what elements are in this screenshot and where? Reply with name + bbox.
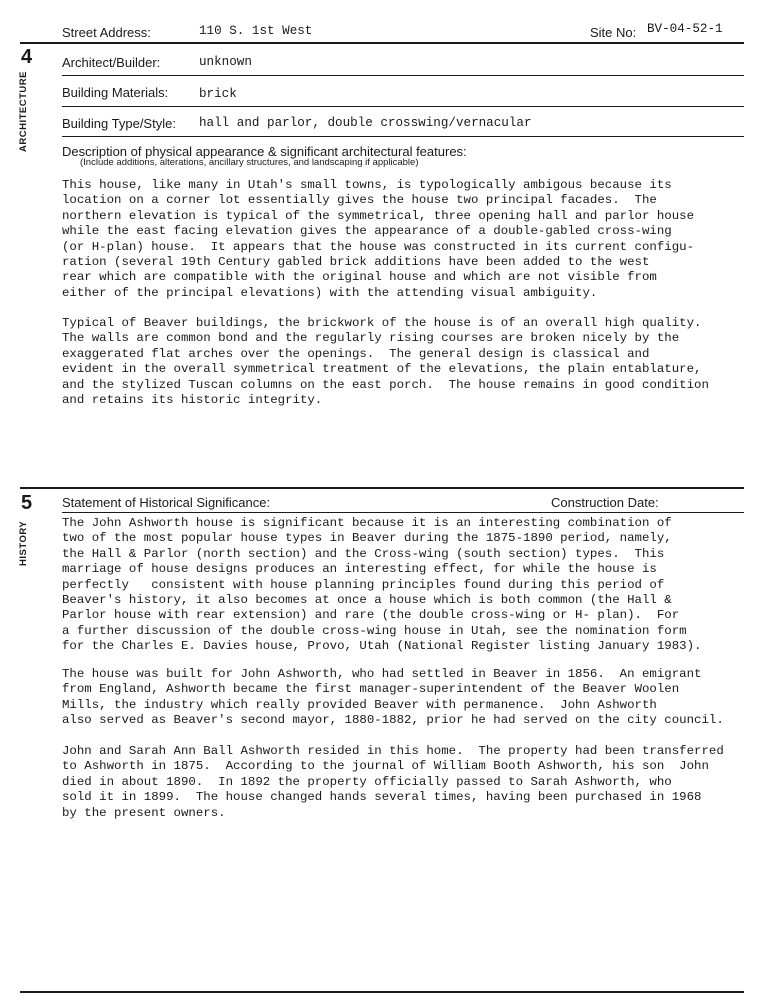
- architect-builder-value: unknown: [199, 55, 252, 69]
- text-line: This house, like many in Utah's small towns, is typologically ambigous because its: [62, 178, 672, 192]
- construction-date-label: Construction Date:: [551, 495, 659, 510]
- site-no-value: BV-04-52-1: [647, 22, 723, 36]
- building-type-label: Building Type/Style:: [62, 116, 176, 131]
- text-line: by the present owners.: [62, 805, 226, 820]
- text-line: Parlor house with rear extension) and rare (the double cross-wing or H- plan). For: [62, 608, 680, 623]
- text-line: (or H-plan) house. It appears that the house was constructed in its current configu-: [62, 239, 695, 254]
- type-rule: [62, 136, 744, 137]
- architect-rule: [62, 75, 744, 76]
- text-line: Mills, the industry which really provided Beaver with permanence. John Ashworth: [62, 697, 657, 712]
- history-side-label: HISTORY: [18, 520, 29, 566]
- text-line: while the east facing elevation gives the appearance of a double-gabled cross-wing: [62, 224, 672, 239]
- site-no-label: Site No:: [590, 25, 637, 40]
- architecture-paragraph-2: [62, 316, 752, 408]
- text-line: evident in the overall symmetrical treatment of the elevations, the plain entablature,: [62, 362, 702, 377]
- street-address-label: Street Address:: [62, 25, 151, 40]
- text-line: The house was built for John Ashworth, who had settled in Beaver in 1856. An emigrant: [62, 667, 702, 681]
- statement-significance-label: Statement of Historical Significance:: [62, 495, 271, 510]
- text-line: two of the most popular house types in Beaver during the 1875-1890 period, namely,: [62, 531, 672, 546]
- history-paragraph-3: [62, 744, 752, 821]
- architecture-paragraph-1: [62, 178, 752, 301]
- text-line: ration (several 19th Century gabled brick additions have been added to the west: [62, 255, 650, 270]
- history-section-number: 5: [21, 492, 33, 514]
- text-line: northern elevation is typical of the symmetrical, three opening hall and parlor house: [62, 208, 695, 223]
- description-heading: Description of physical appearance & significant architectural features:: [62, 144, 467, 159]
- building-type-value: hall and parlor, double crosswing/vernacular: [199, 116, 532, 130]
- text-line: Beaver's history, it also becomes at once a house which is both common (the Hall &: [62, 593, 672, 608]
- text-line: to Ashworth in 1875. According to the journal of William Booth Ashworth, his son John: [62, 759, 709, 774]
- street-address-value: 110 S. 1st West: [199, 24, 313, 38]
- text-line: sold it in 1899. The house changed hands several times, having been purchased in 1968: [62, 790, 702, 805]
- text-line: rear which are compatible with the original house and which are not visible from: [62, 270, 657, 285]
- building-materials-label: Building Materials:: [62, 85, 169, 100]
- architecture-section-number: 4: [21, 46, 33, 68]
- text-line: for the Charles E. Davies house, Provo, Utah (National Register listing January 1983).: [62, 639, 702, 654]
- text-line: marriage of house designs produces an interesting effect, for while the house is: [62, 562, 657, 577]
- text-line: location on a corner lot essentially gives the house two principal facades. The: [62, 193, 657, 208]
- text-line: the Hall & Parlor (north section) and the Cross-wing (south section) types. This: [62, 546, 665, 561]
- text-line: either of the principal elevations) with the attending visual ambiguity.: [62, 285, 598, 300]
- text-line: died in about 1890. In 1892 the property officially passed to Sarah Ashworth, who: [62, 774, 672, 789]
- history-paragraph-2: [62, 667, 752, 729]
- text-line: a further discussion of the double cross-wing house in Utah, see the nomination form: [62, 623, 687, 638]
- architect-builder-label: Architect/Builder:: [62, 55, 161, 70]
- text-line: exaggerated flat arches over the openings. The general design is classical and: [62, 346, 650, 361]
- text-line: and retains its historic integrity.: [62, 393, 323, 408]
- description-subheading: (Include additions, alterations, ancillary structures, and landscaping if applicable): [80, 157, 419, 168]
- history-section-rule: [20, 487, 744, 489]
- statement-rule: [62, 512, 744, 513]
- text-line: and the stylized Tuscan columns on the east porch. The house remains in good condition: [62, 377, 709, 392]
- text-line: perfectly consistent with house planning principles found during this period of: [62, 577, 665, 592]
- text-line: The John Ashworth house is significant because it is an interesting combination of: [62, 516, 672, 530]
- footer-rule: [20, 991, 744, 993]
- text-line: also served as Beaver's second mayor, 1880-1882, prior he had served on the city council.: [62, 713, 724, 728]
- header-rule: [20, 42, 744, 44]
- text-line: John and Sarah Ann Ball Ashworth resided in this home. The property had been transferred: [62, 744, 724, 758]
- architecture-side-label: ARCHITECTURE: [18, 71, 29, 152]
- text-line: from England, Ashworth became the first manager-superintendent of the Beaver Woolen: [62, 682, 680, 697]
- materials-rule: [62, 106, 744, 107]
- building-materials-value: brick: [199, 87, 237, 101]
- text-line: The walls are common bond and the regularly rising courses are broken nicely by the: [62, 331, 680, 346]
- history-paragraph-1: [62, 516, 752, 655]
- text-line: Typical of Beaver buildings, the brickwork of the house is of an overall high quality.: [62, 316, 702, 330]
